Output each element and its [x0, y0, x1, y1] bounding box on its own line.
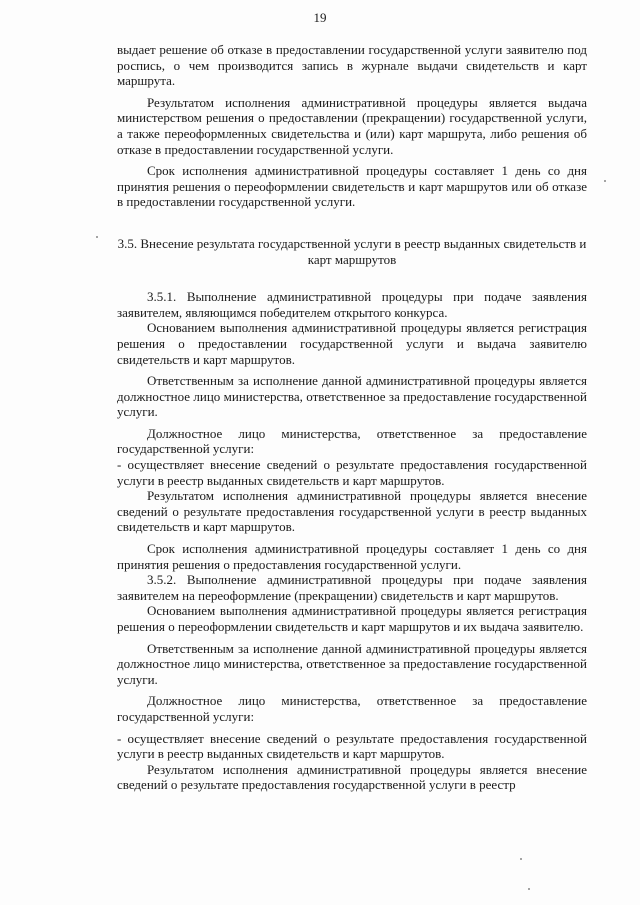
paragraph: Результатом исполнения административной процедуры является выдача министерством решения о предоставлении (прекращении) государственной услуги, а также переоформленных свидетельства и (или) карт маршрута, либо решения об отказе в предоставлении государственной услуги. — [117, 94, 587, 157]
paragraph: Ответственным за исполнение данной административной процедуры является должностное лицо министерства, ответственное за предоставление государственной услуги. — [117, 373, 587, 420]
scan-speck — [604, 180, 606, 182]
paragraph: 3.5.2. Выполнение административной процедуры при подаче заявления заявителем на переоформление (прекращении) свидетельств и карт маршрутов. — [117, 572, 587, 603]
section-heading: 3.5. Внесение результата государственной услуги в реестр выданных свидетельств и карт маршрутов — [117, 235, 587, 267]
paragraph: Результатом исполнения административной процедуры является внесение сведений о результате предоставления государственной услуги в реестр выданных свидетельств и карт маршрутов. — [117, 488, 587, 535]
paragraph: Должностное лицо министерства, ответственное за предоставление государственной услуги: — [117, 693, 587, 724]
paragraph: Результатом исполнения административной процедуры является внесение сведений о результате предоставления государственной услуги в реестр — [117, 761, 587, 793]
paragraph: 3.5.1. Выполнение административной процедуры при подаче заявления заявителем, являющимся победителем открытого конкурса. — [117, 289, 587, 320]
scan-speck — [520, 858, 522, 860]
paragraph: Срок исполнения административной процедуры составляет 1 день со дня принятия решения о предоставления государственной услуги. — [117, 541, 587, 572]
paragraph: Ответственным за исполнение данной административной процедуры является должностное лицо министерства, ответственное за предоставление государственной услуги. — [117, 640, 587, 687]
paragraph: Основанием выполнения административной процедуры является регистрация решения о переоформлении свидетельств и карт маршрутов и их выдача заявителю. — [117, 603, 587, 634]
scan-speck — [96, 236, 98, 238]
paragraph: Основанием выполнения административной процедуры является регистрация решения о предоставлении государственной услуги и выдача заявителю свидетельств и карт маршрутов. — [117, 320, 587, 367]
page-number: 19 — [313, 10, 327, 25]
paragraph: Срок исполнения административной процедуры составляет 1 день со дня принятия решения о переоформлении свидетельств и карт маршрутов или об отказе в предоставлении государственной услуги. — [117, 163, 587, 210]
list-item: - осуществляет внесение сведений о результате предоставления государственной услуги в реестр выданных свидетельств и карт маршрутов. — [117, 457, 587, 488]
document-body — [117, 42, 587, 793]
paragraph: выдает решение об отказе в предоставлении государственной услуги заявителю под роспись, о чем производится запись в журнале выдачи свидетельств и карт маршрута. — [117, 42, 587, 89]
paragraph: Должностное лицо министерства, ответственное за предоставление государственной услуги: — [117, 425, 587, 457]
list-item: - осуществляет внесение сведений о результате предоставления государственной услуги в реестр выданных свидетельств и карт маршрутов. — [117, 730, 587, 762]
scan-speck — [528, 888, 530, 890]
